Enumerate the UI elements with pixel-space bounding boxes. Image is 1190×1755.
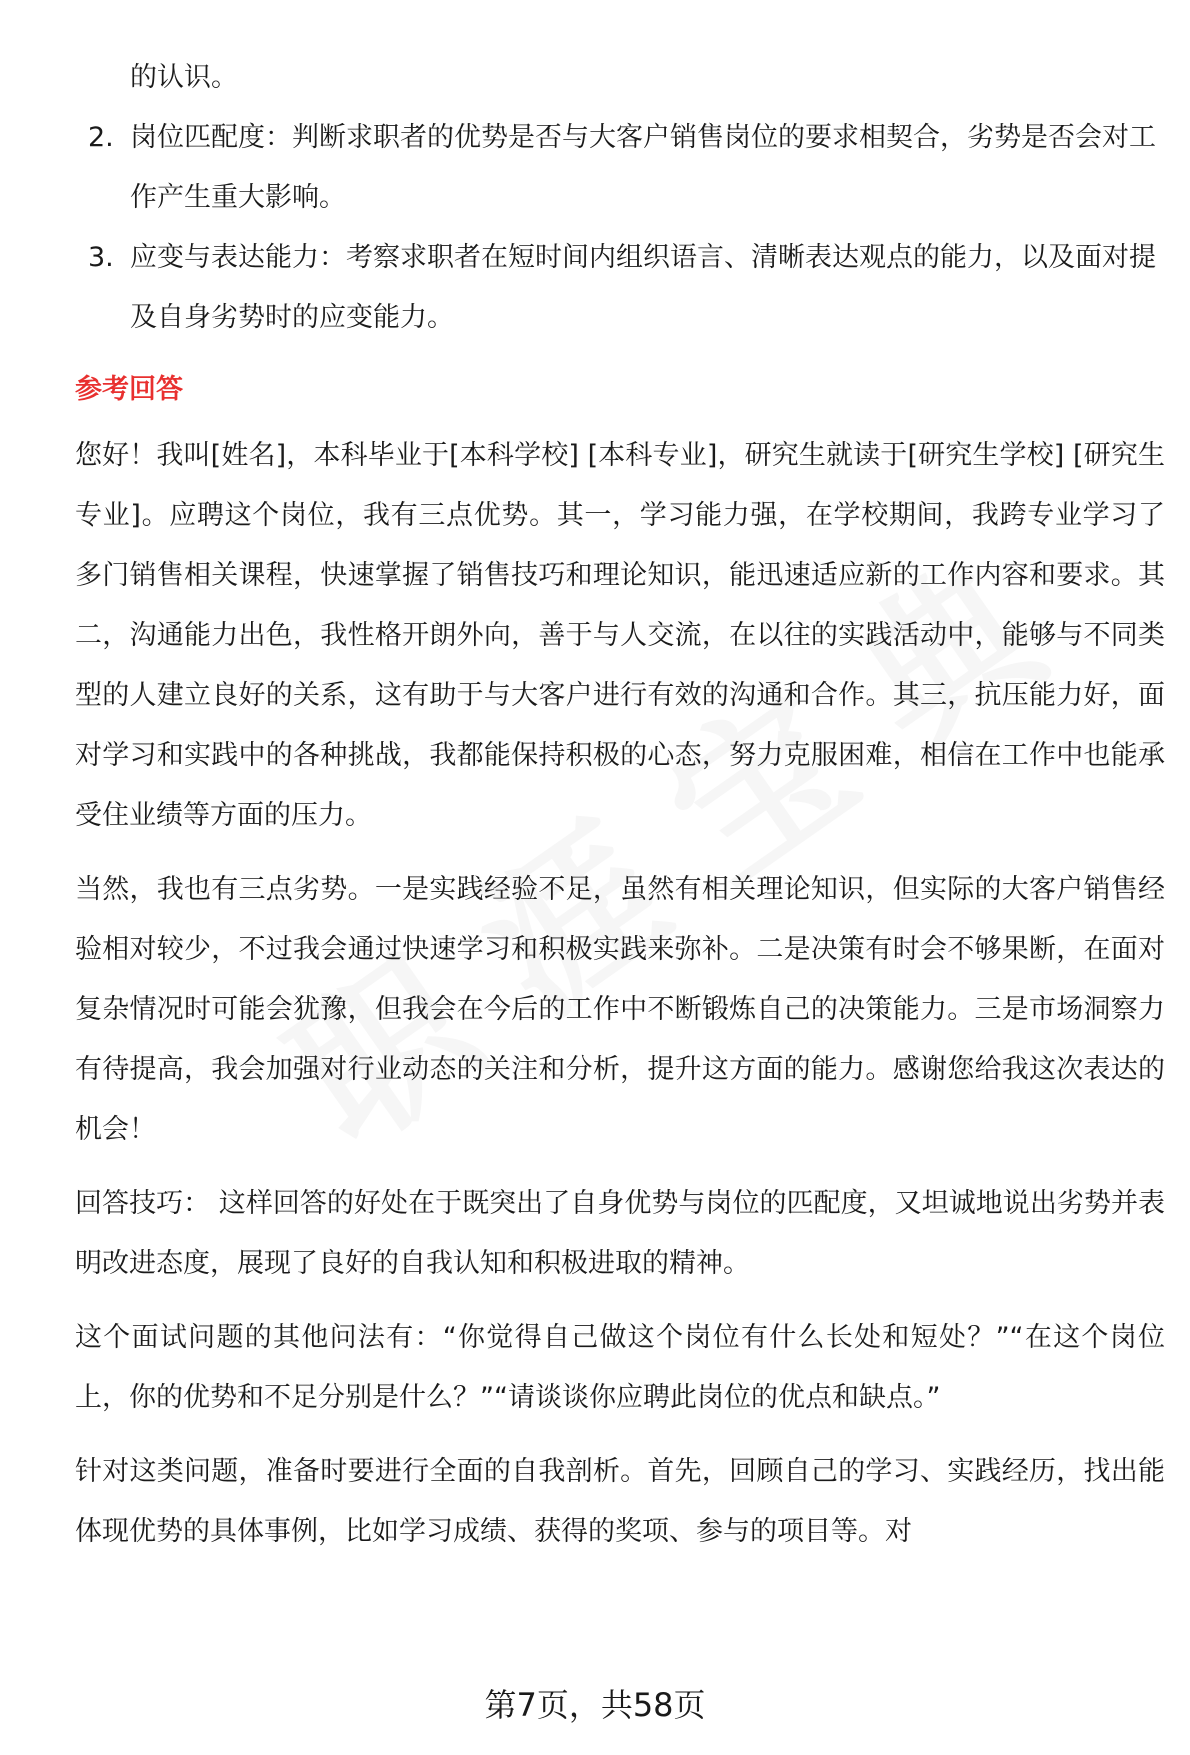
list-item-text: 岗位匹配度：判断求职者的优势是否与大客户销售岗位的要求相契合，劣势是否会对工作产生重大影响。	[130, 122, 1156, 213]
list-item-text: 的认识。	[130, 62, 238, 93]
paragraph-answer-weaknesses: 当然，我也有三点劣势。一是实践经验不足，虽然有相关理论知识，但实际的大客户销售经验相对较少，不过我会通过快速学习和积极实践来弥补。二是决策有时会不够果断，在面对复杂情况时可能会犹豫，但我会在今后的工作中不断锻炼自己的决策能力。三是市场洞察力有待提高，我会加强对行业动态的关注和分析，提升这方面的能力。感谢您给我这次表达的机会！	[75, 874, 1165, 1145]
section-heading: 参考回答	[75, 374, 183, 405]
list-item-number: 3.	[88, 242, 114, 273]
paragraph-preparation: 针对这类问题，准备时要进行全面的自我剖析。首先，回顾自己的学习、实践经历，找出能体现优势的具体事例，比如学习成绩、获得的奖项、参与的项目等。对	[75, 1456, 1165, 1547]
list-item-number: 2.	[88, 122, 114, 153]
list-item-text: 应变与表达能力：考察求职者在短时间内组织语言、清晰表达观点的能力，以及面对提及自身劣势时的应变能力。	[130, 242, 1156, 333]
numbered-list	[75, 108, 1165, 348]
content-area	[75, 48, 1165, 1562]
paragraph-answer-strengths: 您好！我叫[姓名]，本科毕业于[本科学校] [本科专业]，研究生就读于[研究生学校] [研究生专业]。应聘这个岗位，我有三点优势。其一，学习能力强，在学校期间，我跨专业学习了多门销售相关课程，快速掌握了销售技巧和理论知识，能迅速适应新的工作内容和要求。其二，沟通能力出色，我性格开朗外向，善于与人交流，在以往的实践活动中，能够与不同类型的人建立良好的关系，这有助于与大客户进行有效的沟通和合作。其三，抗压能力好，面对学习和实践中的各种挑战，我都能保持积极的心态，努力克服困难，相信在工作中也能承受住业绩等方面的压力。	[75, 440, 1165, 831]
list-item	[75, 228, 1165, 348]
paragraph-answer-tips: 回答技巧： 这样回答的好处在于既突出了自身优势与岗位的匹配度，又坦诚地说出劣势并表明改进态度，展现了良好的自我认知和积极进取的精神。	[75, 1188, 1165, 1279]
paragraph-alternative-questions: 这个面试问题的其他问法有：“你觉得自己做这个岗位有什么长处和短处？”“在这个岗位上，你的优势和不足分别是什么？”“请谈谈你应聘此岗位的优点和缺点。”	[75, 1322, 1165, 1413]
list-item-tail	[75, 48, 1165, 108]
page-number: 第7页，共58页	[484, 1686, 706, 1724]
list-item	[75, 108, 1165, 228]
